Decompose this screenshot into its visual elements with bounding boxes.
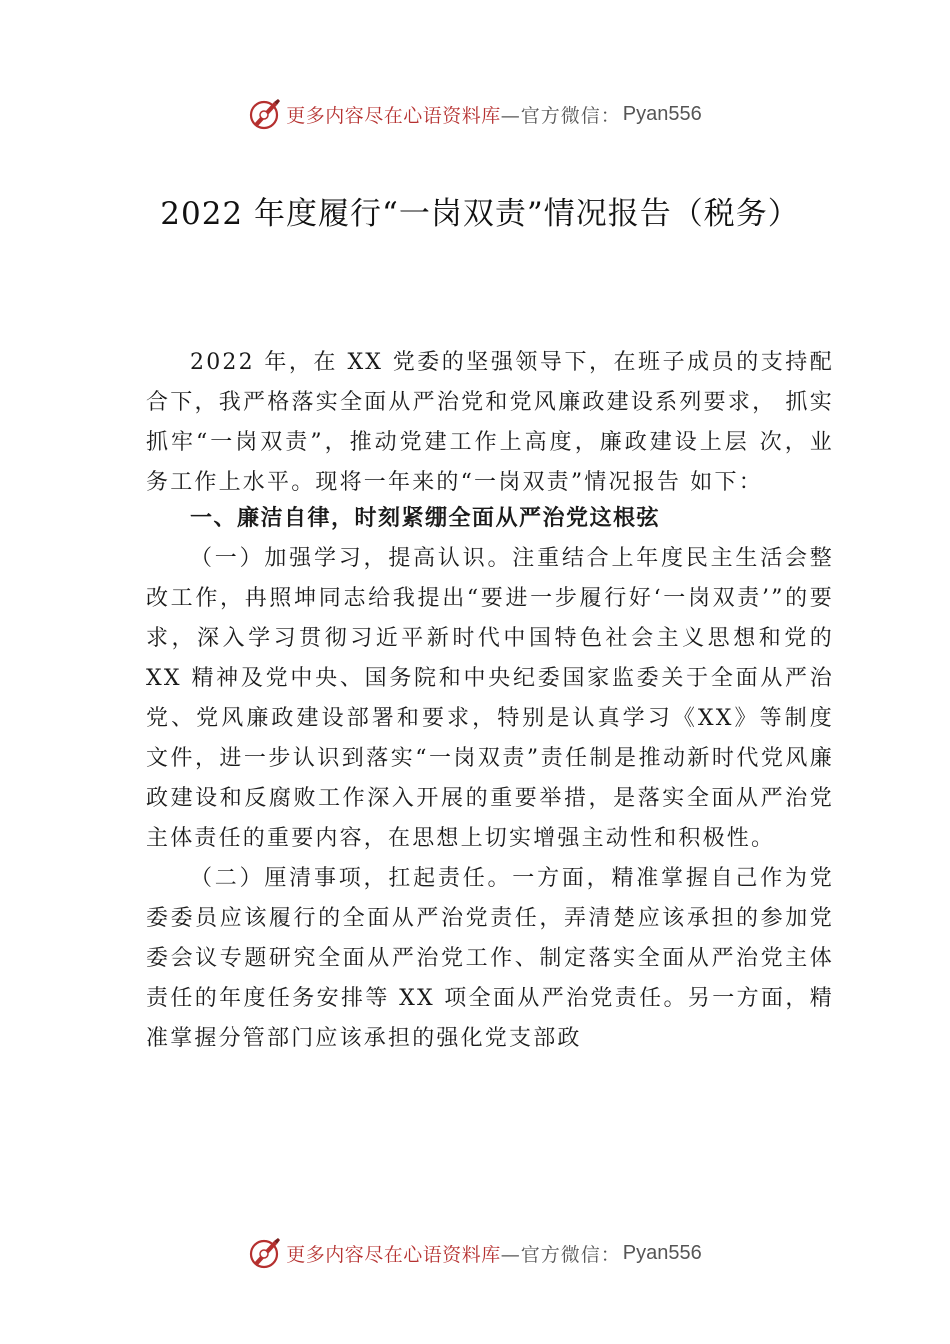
document-body [146, 343, 834, 1059]
watermark-wechat-id: Pyan556 [622, 1241, 702, 1264]
pen-logo-icon [248, 97, 282, 131]
watermark-wechat-id: Pyan556 [622, 102, 702, 125]
intro-paragraph: 2022 年，在 XX 党委的坚强领导下，在班子成员的支持配合下，我严格落实全面从严治党和党风廉政建设系列要求， 抓实抓牢“一岗双责”，推动党建工作上高度，廉政建设上层 次，业务工作上水平。现将一年来的“一岗双责”情况报告 如下： [146, 350, 834, 495]
document-title: 2022 年度履行“一岗双责”情况报告（税务） [160, 196, 800, 232]
body-paragraph: （一）加强学习，提高认识。注重结合上年度民主生活会整改工作，冉照坤同志给我提出“要进一步履行好‘一岗双责’”的要求，深入学习贯彻习近平新时代中国特色社会主义思想和党的 XX 精神及党中央、国务院和中央纪委国家监委关于全面从严治党、党风廉政建设部署和要求，特别是认真学习《XX》等制度文件，进一步认识到落实“一岗双责”责任制是推动新时代党风廉政建设和反腐败工作深入开展的重要举措，是落实全面从严治党主体责任的重要内容，在思想上切实增强主动性和积极性。 [146, 546, 834, 851]
body-paragraph: （二）厘清事项，扛起责任。一方面，精准掌握自己作为党委委员应该履行的全面从严治党责任，弄清楚应该承担的参加党委会议专题研究全面从严治党工作、制定落实全面从严治党主体责任的年度任务安排等 XX 项全面从严治党责任。另一方面，精准掌握分管部门应该承担的强化党支部政 [146, 866, 834, 1051]
section-heading: 一、廉洁自律，时刻紧绷全面从严治党这根弦 [190, 506, 661, 531]
watermark-footer [0, 1233, 950, 1273]
watermark-gray-text: —官方微信： [500, 104, 621, 127]
watermark-header [0, 94, 950, 134]
pen-logo-icon [248, 1236, 282, 1270]
watermark-red-text: 更多内容尽在心语资料库 [286, 104, 501, 127]
watermark-red-text: 更多内容尽在心语资料库 [286, 1243, 501, 1266]
watermark-gray-text: —官方微信： [500, 1243, 621, 1266]
